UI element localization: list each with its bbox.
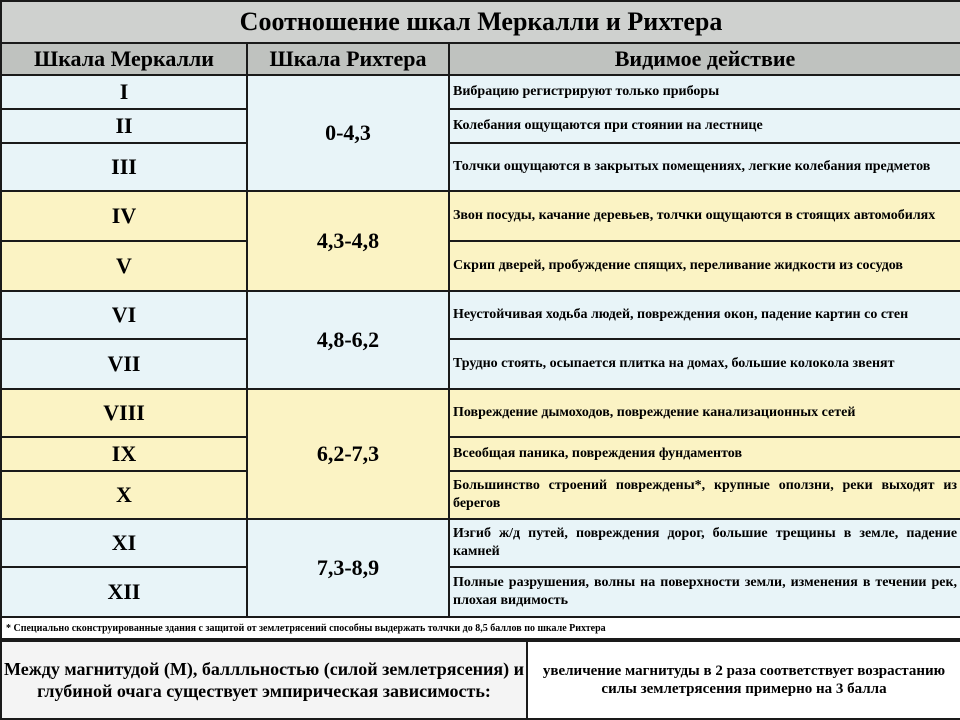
header-mercalli: Шкала Меркалли xyxy=(1,43,247,75)
header-richter: Шкала Рихтера xyxy=(247,43,449,75)
mercalli-level: I xyxy=(1,75,247,109)
effect-description: Повреждение дымоходов, повреждение канализационных сетей xyxy=(449,389,960,437)
table-row xyxy=(1,109,960,143)
table-row xyxy=(1,519,960,567)
effect-description: Изгиб ж/д путей, повреждения дорог, большие трещины в земле, падение камней xyxy=(449,519,960,567)
richter-range: 7,3-8,9 xyxy=(247,519,449,617)
relation-conclusion: увеличение магнитуды в 2 раза соответствует возрастанию силы землетрясения примерно на 3 балла xyxy=(527,641,960,719)
effect-description: Толчки ощущаются в закрытых помещениях, легкие колебания предметов xyxy=(449,143,960,191)
effect-description: Трудно стоять, осыпается плитка на домах, большие колокола звенят xyxy=(449,339,960,389)
effect-description: Неустойчивая ходьба людей, повреждения окон, падение картин со стен xyxy=(449,291,960,339)
effect-description: Скрип дверей, пробуждение спящих, переливание жидкости из сосудов xyxy=(449,241,960,291)
table-row xyxy=(1,471,960,519)
mercalli-level: VII xyxy=(1,339,247,389)
richter-range: 6,2-7,3 xyxy=(247,389,449,519)
table-row xyxy=(1,191,960,241)
mercalli-level: XII xyxy=(1,567,247,617)
richter-range: 4,3-4,8 xyxy=(247,191,449,291)
table-row xyxy=(1,241,960,291)
relation-statement: Между магнитудой (М), баллльностью (силой землетрясения) и глубиной очага существует эмпирическая зависимость: xyxy=(1,641,527,719)
table-row xyxy=(1,143,960,191)
table-row xyxy=(1,567,960,617)
table-row xyxy=(1,339,960,389)
effect-description: Большинство строений повреждены*, крупные оползни, реки выходят из берегов xyxy=(449,471,960,519)
table-row xyxy=(1,437,960,471)
mercalli-level: V xyxy=(1,241,247,291)
mercalli-level: IX xyxy=(1,437,247,471)
mercalli-level: III xyxy=(1,143,247,191)
effect-description: Вибрацию регистрируют только приборы xyxy=(449,75,960,109)
effect-description: Звон посуды, качание деревьев, толчки ощущаются в стоящих автомобилях xyxy=(449,191,960,241)
effect-description: Полные разрушения, волны на поверхности земли, изменения в течении рек, плохая видимость xyxy=(449,567,960,617)
table-title: Соотношение шкал Меркалли и Рихтера xyxy=(1,1,960,43)
mercalli-level: VI xyxy=(1,291,247,339)
mercalli-level: II xyxy=(1,109,247,143)
mercalli-level: XI xyxy=(1,519,247,567)
effect-description: Колебания ощущаются при стоянии на лестнице xyxy=(449,109,960,143)
table-row xyxy=(1,291,960,339)
richter-range: 4,8-6,2 xyxy=(247,291,449,389)
header-effect: Видимое действие xyxy=(449,43,960,75)
richter-range: 0-4,3 xyxy=(247,75,449,191)
mercalli-level: IV xyxy=(1,191,247,241)
table-row xyxy=(1,75,960,109)
mercalli-level: X xyxy=(1,471,247,519)
footnote: * Специально сконструированные здания с защитой от землетрясений способны выдержать толчки до 8,5 баллов по шкале Рихтера xyxy=(1,617,960,639)
effect-description: Всеобщая паника, повреждения фундаментов xyxy=(449,437,960,471)
table-row xyxy=(1,389,960,437)
relation-table xyxy=(0,640,960,720)
mercalli-level: VIII xyxy=(1,389,247,437)
